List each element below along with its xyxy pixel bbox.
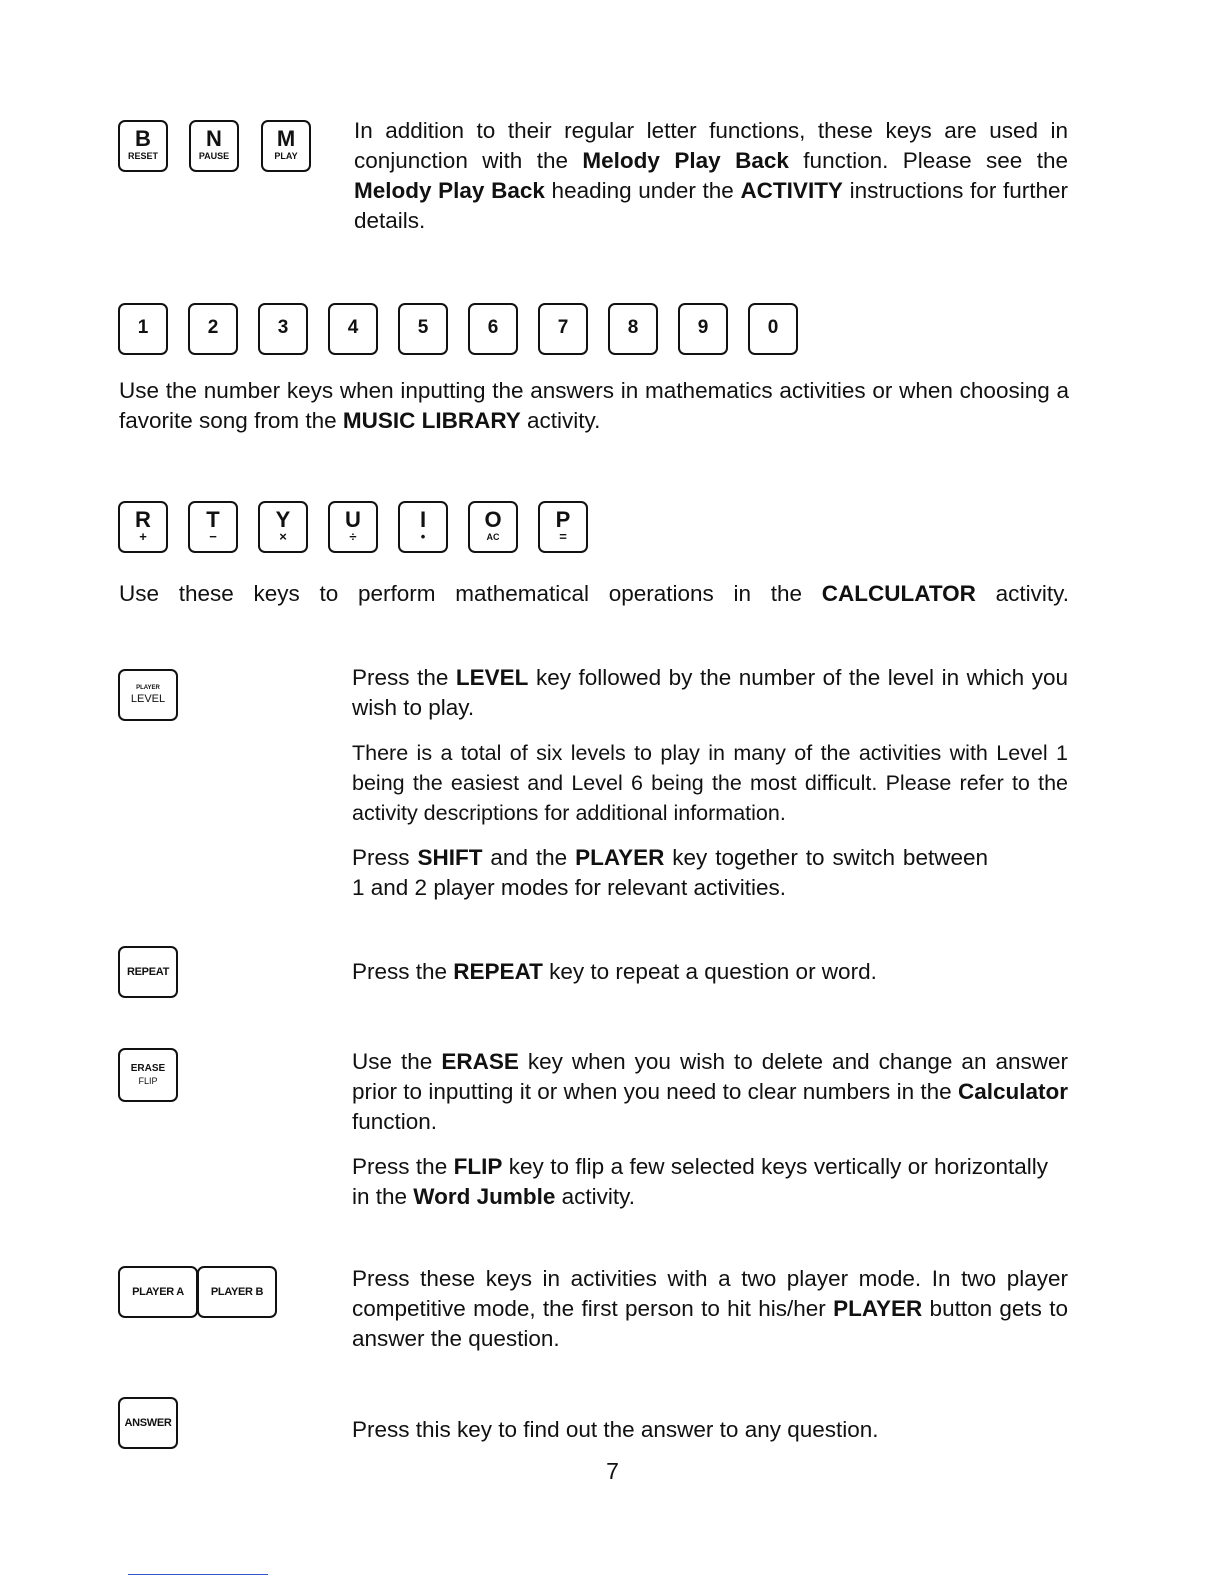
key-player-b: PLAYER B <box>197 1266 277 1318</box>
key-sublabel: PLAY <box>274 151 298 161</box>
key-4: 4 <box>328 303 378 355</box>
key-letter: N <box>206 126 222 151</box>
level-paragraph-3: Press SHIFT and the PLAYER key together to switch between 1 and 2 player modes for relevant activities. <box>352 845 989 900</box>
player-keys-description: Press these keys in activities with a two player mode. In two player competitive mode, the first person to hit his/her PLAYER button gets to answer the question. <box>352 1266 1068 1351</box>
key-o-ac: O AC <box>468 501 518 553</box>
key-letter: M <box>276 126 296 151</box>
key-7: 7 <box>538 303 588 355</box>
key-8: 8 <box>608 303 658 355</box>
key-sublabel: RESET <box>127 151 158 161</box>
key-m-play <box>261 120 311 172</box>
key-repeat: REPEAT <box>118 946 178 998</box>
erase-paragraph-2: Press the FLIP key to flip a few selected keys vertically or horizontally in the Word Jumble activity. <box>352 1154 1048 1209</box>
repeat-key-description: Press the REPEAT key to repeat a question or word. <box>352 959 877 984</box>
answer-key-description: Press this key to find out the answer to any question. <box>352 1417 879 1442</box>
key-6: 6 <box>468 303 518 355</box>
level-paragraph-2: There is a total of six levels to play in many of the activities with Level 1 being the easiest and Level 6 being the most difficult. Please refer to the activity descriptions for additional information. <box>352 741 1068 825</box>
key-b-reset <box>118 120 168 172</box>
key-0: 0 <box>748 303 798 355</box>
key-y-multiply: Y × <box>258 501 308 553</box>
key-sublabel: PAUSE <box>198 151 230 161</box>
level-key-description <box>352 663 1068 918</box>
key-erase-flip: ERASE FLIP <box>118 1048 178 1102</box>
key-level: PLAYER LEVEL <box>118 669 178 721</box>
key-p-equals: P = <box>538 501 588 553</box>
page-number: 7 <box>606 1458 619 1484</box>
melody-keys-description: In addition to their regular letter functions, these keys are used in conjunction with the Melody Play Back function. Please see the Melody Play Back heading under the ACTIVITY instructions for further details. <box>354 118 1069 233</box>
key-9: 9 <box>678 303 728 355</box>
key-u-divide: U ÷ <box>328 501 378 553</box>
footer-rule <box>128 1574 268 1575</box>
erase-key-description <box>352 1047 1068 1227</box>
key-i-dot: I • <box>398 501 448 553</box>
number-keys-description: Use the number keys when inputting the answers in mathematics activities or when choosing a favorite song from the MUSIC LIBRARY activity. <box>119 378 1069 433</box>
key-5: 5 <box>398 303 448 355</box>
key-3: 3 <box>258 303 308 355</box>
key-1: 1 <box>118 303 168 355</box>
key-letter: B <box>135 126 151 151</box>
calculator-keys-description: Use these keys to perform mathematical operations in the CALCULATOR activity. <box>119 581 1069 606</box>
key-2: 2 <box>188 303 238 355</box>
key-n-pause <box>189 120 239 172</box>
key-r-plus: R + <box>118 501 168 553</box>
level-paragraph-1: Press the LEVEL key followed by the number of the level in which you wish to play. <box>352 665 1069 720</box>
key-player-a: PLAYER A <box>118 1266 198 1318</box>
erase-paragraph-1: Use the ERASE key when you wish to delete and change an answer prior to inputting it or when you need to clear numbers in the Calculator function. <box>352 1049 1068 1134</box>
key-answer: ANSWER <box>118 1397 178 1449</box>
key-t-minus: T − <box>188 501 238 553</box>
